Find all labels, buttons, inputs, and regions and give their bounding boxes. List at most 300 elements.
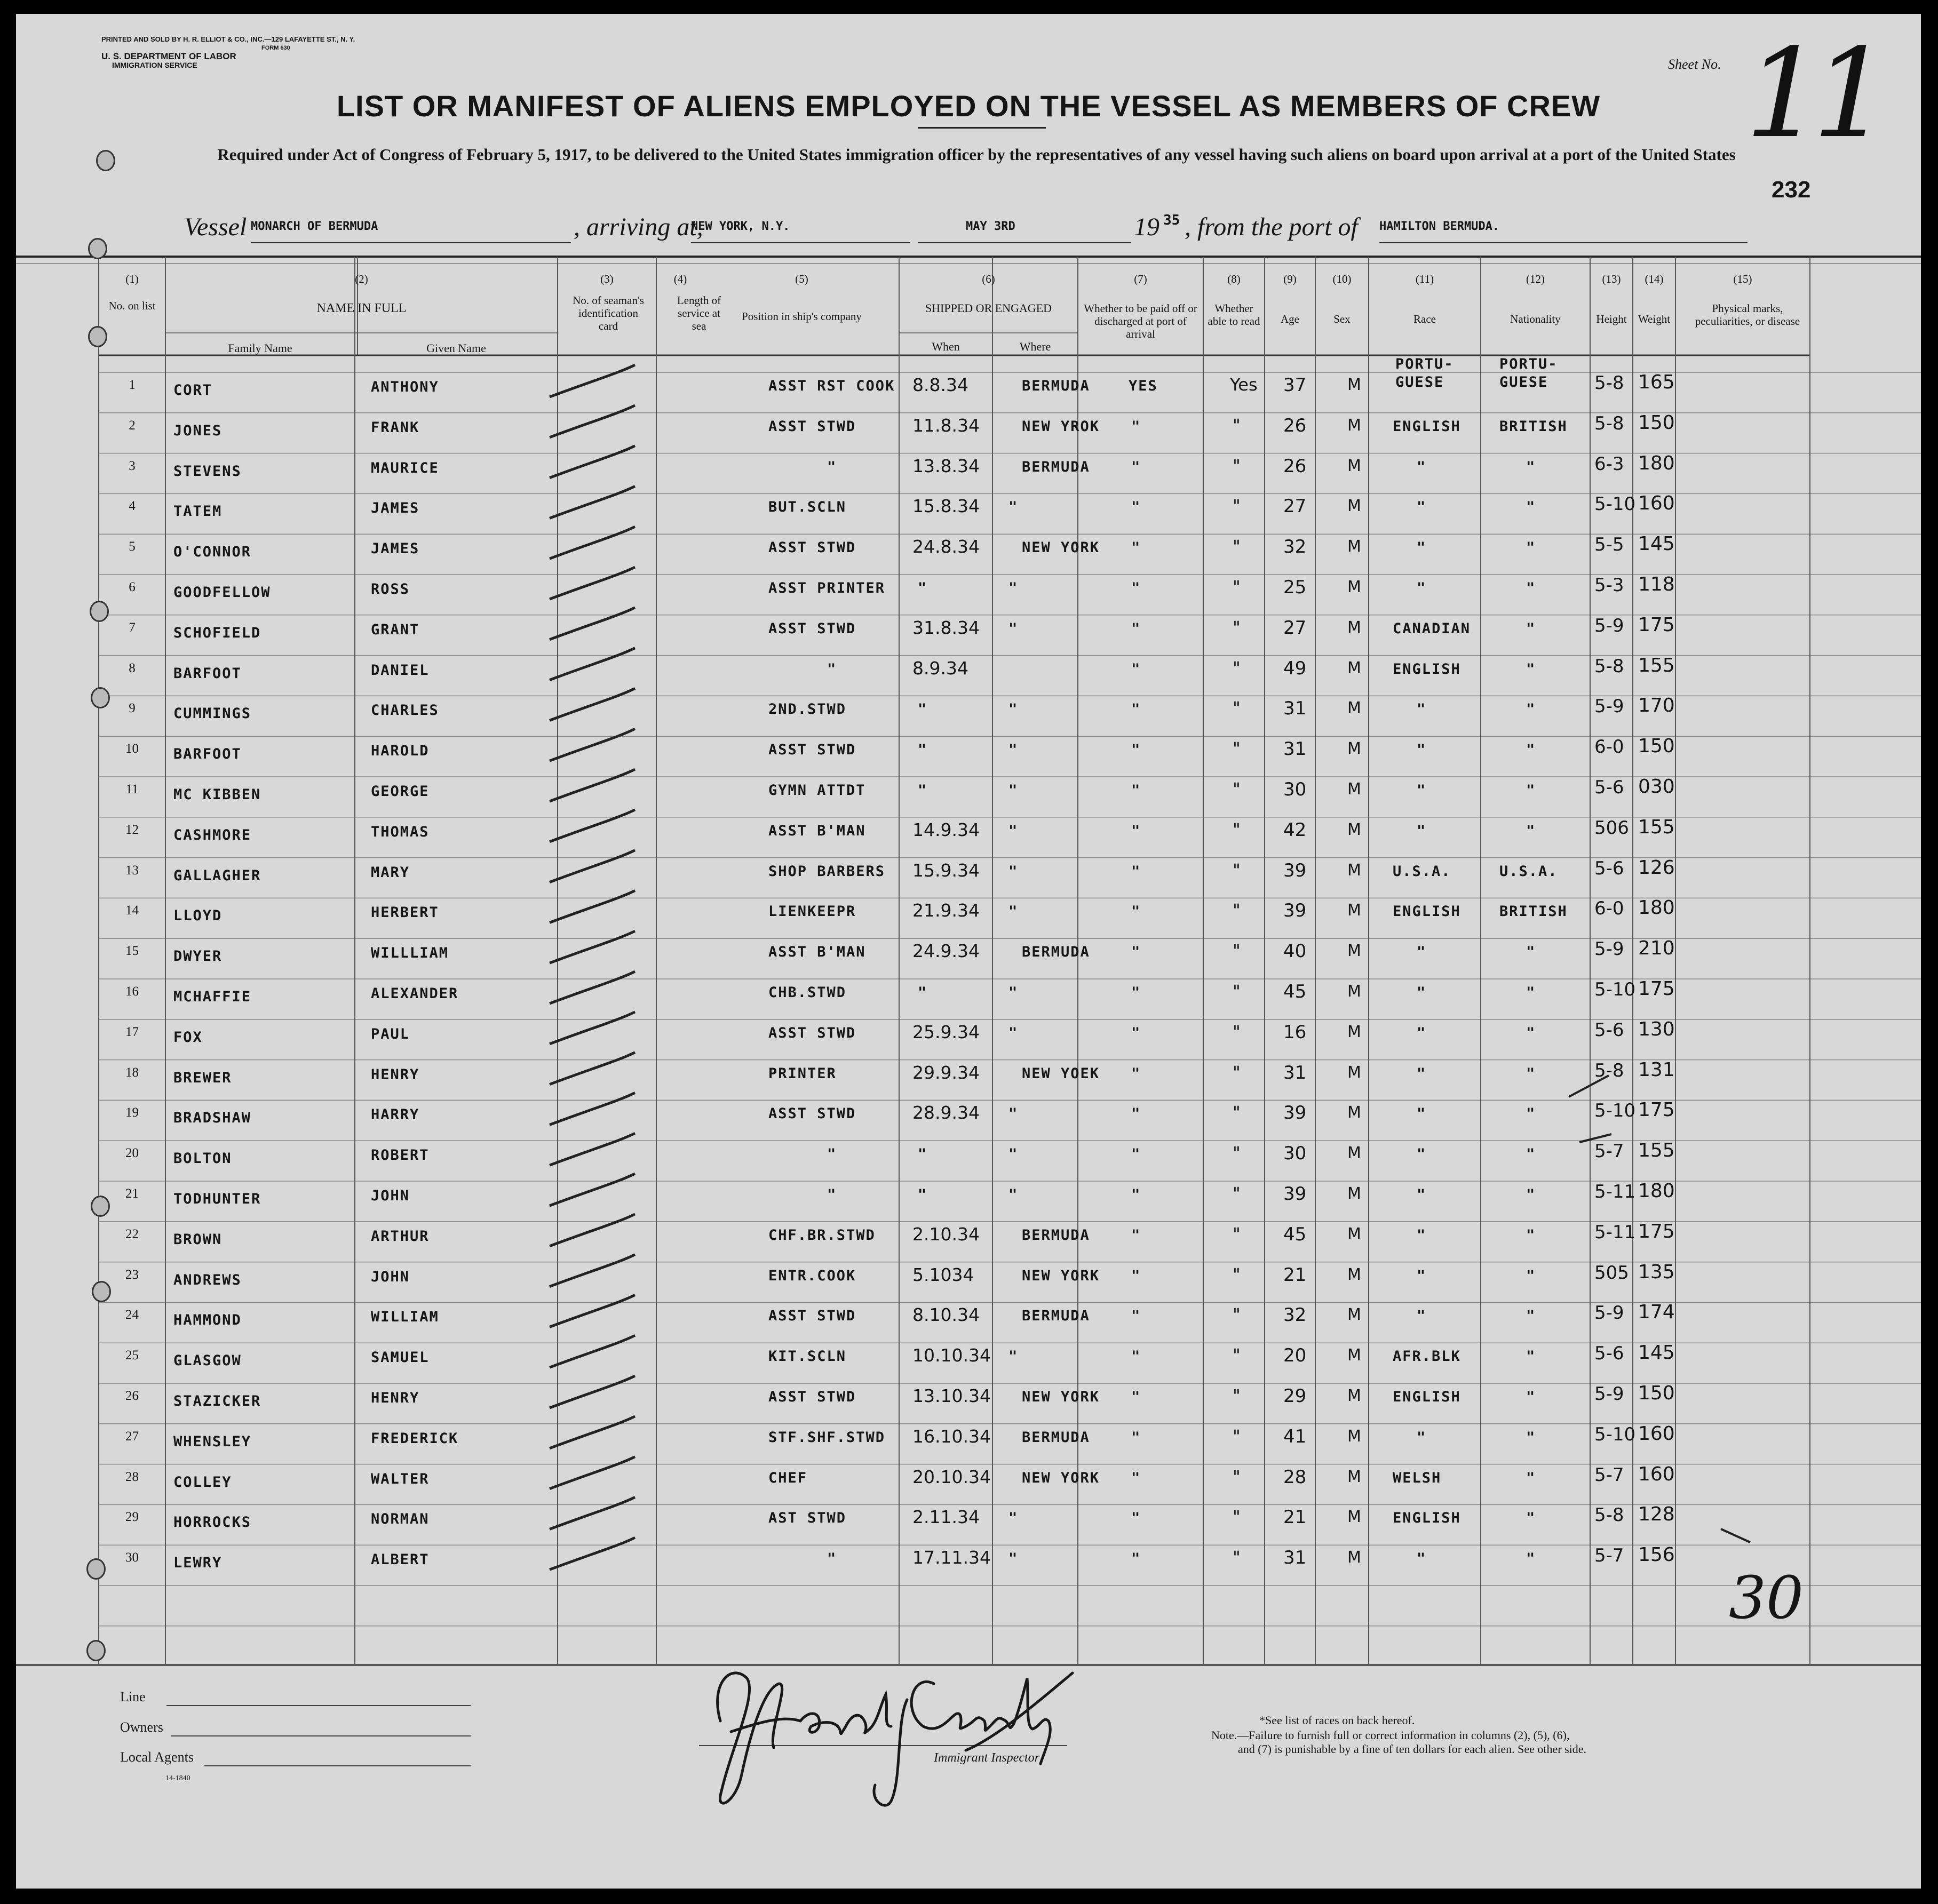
shipped-when: "	[918, 1186, 928, 1203]
race: U.S.A.	[1393, 863, 1451, 880]
weight: 155	[1638, 1140, 1675, 1162]
age: 31	[1283, 698, 1307, 720]
race: "	[1417, 1226, 1427, 1244]
able-to-read: "	[1233, 1143, 1241, 1164]
position: CHF.BR.STWD	[768, 1226, 876, 1244]
sex: M	[1347, 1346, 1361, 1365]
shipped-where: "	[1008, 863, 1019, 880]
row-number: 21	[125, 1186, 139, 1201]
family-name: MC KIBBEN	[173, 786, 261, 803]
sex: M	[1347, 578, 1361, 596]
arriving-label: , arriving at,	[574, 213, 703, 241]
given-name: HENRY	[371, 1390, 420, 1406]
race: "	[1417, 944, 1427, 961]
weight: 131	[1638, 1058, 1675, 1081]
family-name: GLASGOW	[173, 1352, 242, 1369]
weight: 180	[1638, 897, 1675, 919]
sex: M	[1347, 780, 1361, 799]
id-card-tick	[550, 1335, 635, 1367]
race: "	[1417, 1105, 1427, 1122]
able-to-read: "	[1233, 657, 1241, 678]
height: 6-3	[1594, 453, 1624, 475]
able-to-read: "	[1233, 1385, 1241, 1406]
race: "	[1417, 580, 1427, 596]
able-to-read: "	[1233, 1223, 1241, 1244]
nationality: PORTU- GUESE	[1499, 356, 1558, 391]
shipped-where: "	[1008, 1024, 1019, 1041]
family-name: HORROCKS	[173, 1514, 252, 1531]
header-given-name: Given Name	[426, 341, 486, 355]
column-number: (2)	[355, 273, 368, 285]
position: STF.SHF.STWD	[768, 1429, 886, 1446]
given-name: MARY	[371, 864, 410, 881]
age: 28	[1283, 1466, 1307, 1488]
age: 30	[1283, 779, 1307, 800]
family-name: TODHUNTER	[173, 1191, 261, 1207]
given-name: FRANK	[371, 419, 420, 436]
sex: M	[1347, 658, 1361, 678]
shipped-where: BERMUDA	[1022, 378, 1090, 394]
sex: M	[1347, 982, 1361, 1001]
header-paid-off: Whether to be paid off or discharged at port of arrival	[1084, 302, 1197, 340]
punch-hole	[91, 1196, 110, 1217]
age: 37	[1283, 375, 1307, 396]
header-height: Height	[1596, 313, 1627, 325]
column-number: (6)	[982, 273, 995, 285]
nationality: "	[1526, 944, 1536, 961]
id-card-tick	[550, 1214, 635, 1246]
position: PRINTER	[768, 1065, 837, 1082]
family-name: GALLAGHER	[173, 867, 261, 884]
weight: 150	[1638, 1382, 1675, 1404]
row-number: 30	[125, 1550, 139, 1565]
row-number: 20	[125, 1146, 139, 1161]
shipped-when: 29.9.34	[912, 1062, 980, 1083]
nationality: "	[1526, 458, 1536, 475]
header-length-service: Length of service at sea	[677, 294, 721, 332]
able-to-read: "	[1233, 1425, 1241, 1446]
weight: 180	[1638, 1180, 1675, 1202]
height: 6-0	[1594, 736, 1624, 758]
weight: 130	[1638, 1018, 1675, 1040]
position: ASST STWD	[768, 1308, 856, 1325]
id-card-tick	[550, 1053, 635, 1085]
position: "	[827, 1186, 837, 1203]
row-number: 5	[129, 539, 136, 554]
nationality: "	[1526, 1105, 1536, 1122]
id-card-tick	[550, 1133, 635, 1165]
paid-off: "	[1131, 1469, 1141, 1486]
position: ASST STWD	[768, 539, 856, 556]
age: 32	[1283, 536, 1307, 558]
nationality: "	[1526, 984, 1536, 1001]
header-physical-marks: Physical marks, peculiarities, or disease	[1695, 302, 1800, 328]
sex: M	[1347, 456, 1361, 475]
nationality: BRITISH	[1499, 418, 1568, 435]
age: 31	[1283, 738, 1307, 760]
id-card-tick	[550, 405, 635, 437]
sex: M	[1347, 1144, 1361, 1163]
arrival-date: MAY 3RD	[966, 220, 1015, 233]
family-name: O'CONNOR	[173, 544, 252, 561]
sex: M	[1347, 699, 1361, 718]
id-card-tick	[550, 890, 635, 922]
id-card-tick	[550, 1537, 635, 1570]
row-number: 6	[129, 580, 136, 594]
printer-line-2: FORM 630	[261, 45, 290, 51]
height: 5-3	[1594, 575, 1624, 596]
age: 39	[1283, 859, 1307, 881]
header-family-name: Family Name	[228, 341, 292, 355]
able-to-read: "	[1233, 1466, 1241, 1487]
able-to-read: "	[1233, 1507, 1241, 1527]
nationality: "	[1526, 701, 1536, 718]
id-card-tick	[550, 688, 635, 720]
row-number: 12	[125, 822, 139, 837]
nationality: "	[1526, 742, 1536, 759]
position: "	[827, 1550, 837, 1567]
shipped-when: 8.10.34	[912, 1304, 980, 1326]
given-name: HAROLD	[371, 743, 430, 760]
sex: M	[1347, 1427, 1361, 1446]
column-number: (11)	[1415, 273, 1434, 285]
arrival-port: NEW YORK, N.Y.	[691, 220, 790, 233]
race: ENGLISH	[1393, 903, 1461, 920]
local-agents-label: Local Agents	[120, 1749, 194, 1765]
family-name: BREWER	[173, 1069, 232, 1086]
height: 5-11	[1594, 1221, 1636, 1243]
given-name: PAUL	[371, 1025, 410, 1042]
paid-off: "	[1131, 782, 1141, 799]
able-to-read: "	[1233, 536, 1241, 557]
nationality: "	[1526, 822, 1536, 839]
line-field	[166, 1705, 471, 1706]
family-name: CASHMORE	[173, 826, 252, 843]
given-name: GRANT	[371, 621, 420, 638]
header-shipped-engaged: SHIPPED OR ENGAGED	[925, 301, 1052, 315]
owners-field	[171, 1735, 471, 1736]
weight: 160	[1638, 492, 1675, 515]
row-number: 15	[125, 944, 139, 959]
race: "	[1417, 499, 1427, 516]
able-to-read: "	[1233, 496, 1241, 516]
year-suffix: 35	[1163, 212, 1180, 228]
weight: 156	[1638, 1544, 1675, 1566]
race: "	[1417, 1429, 1427, 1446]
paid-off: "	[1131, 1226, 1141, 1244]
penalty-note-line-1: Note.—Failure to furnish full or correct information in columns (2), (5), (6),	[1211, 1728, 1570, 1742]
id-card-tick	[550, 1255, 635, 1287]
age: 25	[1283, 577, 1307, 598]
race: "	[1417, 458, 1427, 475]
shipped-when: 25.9.34	[912, 1021, 980, 1042]
family-name: HAMMOND	[173, 1312, 242, 1329]
punch-hole	[88, 238, 107, 259]
position: BUT.SCLN	[768, 499, 847, 516]
total-count-mark: 30	[1729, 1564, 1804, 1632]
position: "	[827, 458, 837, 475]
paid-off: "	[1131, 539, 1141, 556]
family-name: SCHOFIELD	[173, 624, 261, 641]
nationality: U.S.A.	[1499, 863, 1558, 880]
weight: 030	[1638, 776, 1675, 798]
family-name: FOX	[173, 1029, 203, 1046]
able-to-read: "	[1233, 1547, 1241, 1568]
height: 5-9	[1594, 696, 1624, 718]
sex: M	[1347, 942, 1361, 961]
penalty-note-line-2: and (7) is punishable by a fine of ten dollars for each alien. See other side.	[1238, 1742, 1587, 1756]
given-name: JAMES	[371, 540, 420, 557]
weight: 135	[1638, 1261, 1675, 1283]
row-number: 22	[125, 1226, 139, 1241]
height: 5-8	[1594, 1504, 1624, 1526]
owners-label: Owners	[120, 1719, 163, 1735]
sex: M	[1347, 1224, 1361, 1244]
sex: M	[1347, 1022, 1361, 1041]
id-card-tick	[550, 446, 635, 478]
row-number: 7	[129, 620, 136, 635]
row-number: 19	[125, 1105, 139, 1120]
given-name: WILLLIAM	[371, 945, 449, 962]
sex: M	[1347, 618, 1361, 637]
punch-hole	[90, 601, 109, 622]
nationality: "	[1526, 1348, 1536, 1365]
paid-off: "	[1131, 944, 1141, 961]
races-note: *See list of races on back hereof.	[1259, 1714, 1415, 1727]
race: "	[1417, 1267, 1427, 1284]
shipped-when: 2.11.34	[912, 1507, 980, 1528]
id-card-tick	[550, 567, 635, 599]
position: CHB.STWD	[768, 984, 847, 1001]
nationality: "	[1526, 539, 1536, 556]
weight: 175	[1638, 614, 1675, 636]
given-name: THOMAS	[371, 823, 430, 840]
weight: 145	[1638, 533, 1675, 555]
sex: M	[1347, 739, 1361, 759]
id-card-tick	[550, 486, 635, 518]
sex: M	[1347, 820, 1361, 839]
form-subtitle: Required under Act of Congress of February 5, 1917, to be delivered to the United States immigration officer by the representatives of any vessel having such aliens on board upon arrival at a port of the United States	[217, 145, 1736, 164]
given-name: GEORGE	[371, 783, 430, 800]
race: "	[1417, 1550, 1427, 1567]
paid-off: "	[1131, 620, 1141, 637]
height: 5-9	[1594, 1383, 1624, 1405]
year-prefix: 19	[1134, 213, 1159, 241]
position: ASST STWD	[768, 1105, 856, 1122]
shipped-when: "	[918, 984, 928, 1001]
nationality: "	[1526, 1146, 1536, 1163]
race: CANADIAN	[1393, 620, 1471, 637]
shipped-where: NEW YOEK	[1022, 1065, 1100, 1082]
weight: 210	[1638, 937, 1675, 960]
height: 5-6	[1594, 1019, 1624, 1041]
paid-off: "	[1131, 1105, 1141, 1122]
weight: 155	[1638, 816, 1675, 838]
weight: 175	[1638, 978, 1675, 1000]
race: "	[1417, 984, 1427, 1001]
paid-off: "	[1131, 1065, 1141, 1082]
shipped-where: "	[1008, 620, 1019, 637]
column-number: (4)	[673, 273, 687, 285]
row-number: 13	[125, 863, 139, 878]
paid-off: "	[1131, 903, 1141, 920]
position: ASST STWD	[768, 1389, 856, 1405]
shipped-where: NEW YORK	[1022, 1267, 1100, 1284]
paid-off: "	[1131, 418, 1141, 435]
shipped-where: BERMUDA	[1022, 1308, 1090, 1325]
age: 49	[1283, 657, 1307, 679]
shipped-when: 15.9.34	[912, 859, 980, 881]
weight: 150	[1638, 735, 1675, 758]
id-card-tick	[550, 1295, 635, 1327]
id-card-tick	[550, 527, 635, 559]
id-card-tick	[550, 608, 635, 640]
position: ASST STWD	[768, 418, 856, 435]
weight: 160	[1638, 1463, 1675, 1485]
position: ASST B'MAN	[768, 944, 866, 961]
column-number: (15)	[1733, 273, 1752, 285]
weight: 170	[1638, 695, 1675, 717]
age: 32	[1283, 1304, 1307, 1326]
given-name: ALEXANDER	[371, 985, 459, 1002]
able-to-read: "	[1233, 981, 1241, 1001]
header-name-in-full: NAME IN FULL	[316, 301, 407, 315]
given-name: FREDERICK	[371, 1430, 459, 1447]
able-to-read: Yes	[1230, 375, 1258, 395]
given-name: NORMAN	[371, 1511, 430, 1528]
given-name: ROSS	[371, 581, 410, 598]
paid-off: "	[1131, 701, 1141, 718]
row-number: 29	[125, 1510, 139, 1525]
punch-hole	[91, 687, 110, 708]
given-name: HARRY	[371, 1106, 420, 1124]
row-number: 28	[125, 1469, 139, 1484]
age: 39	[1283, 1183, 1307, 1205]
column-number: (8)	[1227, 273, 1241, 285]
header-id-card: No. of seaman's identification card	[573, 294, 644, 332]
id-card-tick	[550, 729, 635, 761]
shipped-when: "	[918, 1146, 928, 1163]
family-name: BRADSHAW	[173, 1110, 252, 1127]
column-number: (1)	[125, 273, 139, 285]
age: 21	[1283, 1507, 1307, 1528]
manifest-sheet	[16, 14, 1921, 1889]
position: GYMN ATTDT	[768, 782, 866, 799]
paid-off: "	[1131, 1024, 1141, 1041]
shipped-where: "	[1008, 1510, 1019, 1527]
height: 5-6	[1594, 777, 1624, 798]
row-number: 3	[129, 458, 136, 473]
paid-off: "	[1131, 1550, 1141, 1567]
able-to-read: "	[1233, 698, 1241, 719]
race: ENGLISH	[1393, 418, 1461, 435]
paid-off: "	[1131, 1146, 1141, 1163]
shipped-where: BERMUDA	[1022, 1226, 1090, 1244]
id-card-tick	[550, 931, 635, 963]
from-port-label: , from the port of	[1185, 213, 1358, 241]
position: ASST PRINTER	[768, 580, 886, 596]
paid-off: "	[1131, 1348, 1141, 1365]
sex: M	[1347, 1508, 1361, 1527]
height: 6-0	[1594, 898, 1624, 920]
height: 5-8	[1594, 412, 1624, 434]
nationality: "	[1526, 1267, 1536, 1284]
sex: M	[1347, 1548, 1361, 1567]
paid-off: YES	[1129, 378, 1158, 394]
id-card-tick	[550, 648, 635, 680]
family-name: ANDREWS	[173, 1271, 242, 1288]
able-to-read: "	[1233, 819, 1241, 840]
able-to-read: "	[1233, 455, 1241, 476]
shipped-when: 28.9.34	[912, 1102, 980, 1124]
family-name: DWYER	[173, 948, 223, 965]
shipped-where: "	[1008, 742, 1019, 759]
header-no-on-list: No. on list	[108, 299, 156, 312]
race: ENGLISH	[1393, 660, 1461, 678]
position: ASST B'MAN	[768, 822, 866, 839]
header-where: Where	[1019, 340, 1051, 353]
line-label: Line	[120, 1689, 146, 1704]
sex: M	[1347, 497, 1361, 516]
id-card-tick	[550, 1416, 635, 1448]
able-to-read: "	[1233, 1304, 1241, 1325]
row-number: 10	[125, 742, 139, 756]
form-title: LIST OR MANIFEST OF ALIENS EMPLOYED ON THE VESSEL AS MEMBERS OF CREW	[336, 89, 1601, 123]
age: 30	[1283, 1143, 1307, 1165]
column-number: (3)	[600, 273, 614, 285]
shipped-where: NEW YORK	[1022, 1389, 1100, 1405]
row-number: 2	[129, 418, 136, 433]
shipped-where: "	[1008, 1550, 1019, 1567]
row-number: 14	[125, 903, 139, 918]
shipped-when: 10.10.34	[912, 1345, 991, 1366]
weight: 118	[1638, 573, 1675, 595]
shipped-when: 21.9.34	[912, 900, 980, 921]
department-line: U. S. DEPARTMENT OF LABOR	[101, 51, 236, 61]
given-name: JOHN	[371, 1268, 410, 1285]
shipped-where: "	[1008, 1186, 1019, 1203]
shipped-where: NEW YROK	[1022, 418, 1100, 435]
height: 5-6	[1594, 857, 1624, 879]
weight: 150	[1638, 411, 1675, 434]
nationality: "	[1526, 620, 1536, 637]
shipped-when: 8.9.34	[912, 657, 968, 679]
able-to-read: "	[1233, 900, 1241, 921]
id-card-tick	[550, 810, 635, 842]
shipped-when: "	[918, 742, 928, 759]
paid-off: "	[1131, 1389, 1141, 1405]
family-name: CORT	[173, 382, 213, 399]
paid-off: "	[1131, 984, 1141, 1001]
given-name: ALBERT	[371, 1551, 430, 1568]
age: 41	[1283, 1425, 1307, 1447]
age: 39	[1283, 900, 1307, 922]
weight: 175	[1638, 1099, 1675, 1121]
id-card-tick	[550, 1497, 635, 1529]
position: ASST STWD	[768, 742, 856, 759]
paid-off: "	[1131, 1429, 1141, 1446]
stamp-number: 232	[1772, 177, 1811, 203]
position: LIENKEEPR	[768, 903, 856, 920]
punch-hole	[96, 150, 115, 171]
family-name: STAZICKER	[173, 1393, 261, 1409]
punch-hole	[88, 326, 107, 347]
height: 5-10	[1594, 979, 1636, 1000]
family-name: TATEM	[173, 503, 223, 520]
able-to-read: "	[1233, 1102, 1241, 1123]
shipped-where: "	[1008, 822, 1019, 839]
shipped-when: 24.8.34	[912, 536, 980, 557]
